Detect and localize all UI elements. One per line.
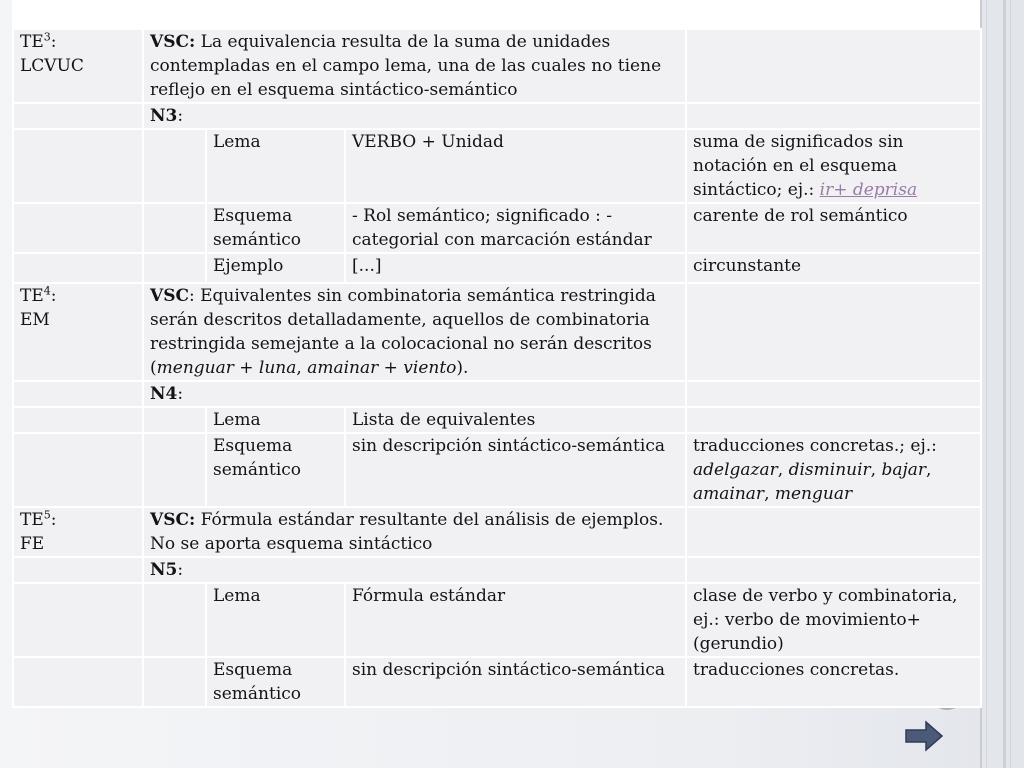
empty-cell: [13, 253, 143, 283]
table-row: [13, 583, 981, 657]
empty-cell: [13, 103, 143, 129]
level-cell: N3:: [143, 103, 686, 129]
frame-line: [1010, 0, 1011, 768]
type-cell: $TE^3$: LCVUC: [13, 29, 143, 103]
empty-cell: [13, 557, 143, 583]
arrow-right-icon: [904, 720, 944, 752]
empty-cell: [13, 583, 143, 657]
arrow-right-icon[interactable]: [904, 720, 944, 752]
empty-cell: [13, 433, 143, 507]
field-value: VERBO + Unidad: [345, 129, 686, 203]
empty-cell: [686, 283, 981, 381]
field-value: sin descripción sintáctico-semántica: [345, 433, 686, 507]
field-value: [...]: [345, 253, 686, 283]
table-row: [13, 433, 981, 507]
table-row: [13, 507, 981, 557]
field-note: traducciones concretas.: [686, 657, 981, 707]
field-label: Lema: [206, 407, 345, 433]
empty-cell: [686, 381, 981, 407]
field-value: Fórmula estándar: [345, 583, 686, 657]
type-cell: $TE^5$: FE: [13, 507, 143, 557]
type-cell: $TE^4$: EM: [13, 283, 143, 381]
field-label: Esquema semántico: [206, 433, 345, 507]
empty-cell: [143, 657, 206, 707]
field-note: suma de significados sin notación en el esquema sintáctico; ej.: ir+ deprisa: [686, 129, 981, 203]
empty-cell: [143, 583, 206, 657]
table-row: [13, 29, 981, 103]
empty-cell: [686, 557, 981, 583]
table-row: [13, 253, 981, 283]
field-value: Lista de equivalentes: [345, 407, 686, 433]
empty-cell: [143, 433, 206, 507]
empty-cell: [13, 657, 143, 707]
table-row: [13, 557, 981, 583]
table-row: [13, 103, 981, 129]
example-link[interactable]: ir+ deprisa: [819, 180, 918, 200]
field-label: Lema: [206, 129, 345, 203]
empty-cell: [143, 203, 206, 253]
frame-line: [1003, 0, 1006, 768]
field-note: carente de rol semántico: [686, 203, 981, 253]
level-cell: N4:: [143, 381, 686, 407]
empty-cell: [686, 507, 981, 557]
field-note: circunstante: [686, 253, 981, 283]
level-cell: N5:: [143, 557, 686, 583]
empty-cell: [143, 407, 206, 433]
empty-cell: [686, 103, 981, 129]
table-row: [13, 129, 981, 203]
table-row: [13, 283, 981, 381]
table-row: [13, 381, 981, 407]
field-note: traducciones concretas.; ej.: adelgazar, disminuir, bajar, amainar, menguar: [686, 433, 981, 507]
field-label: Lema: [206, 583, 345, 657]
field-label: Esquema semántico: [206, 203, 345, 253]
classification-table: [12, 28, 980, 704]
empty-cell: [13, 407, 143, 433]
slide-top-strip: [12, 0, 980, 28]
empty-cell: [13, 381, 143, 407]
table-row: [13, 407, 981, 433]
description-cell: VSC: Equivalentes sin combinatoria semántica restringida serán descritos detalladamente, aquellos de combinatoria restringida semejante a la colocacional no serán descritos (menguar + luna, amainar + viento).: [143, 283, 686, 381]
empty-cell: [13, 129, 143, 203]
table-row: [13, 657, 981, 707]
empty-cell: [13, 203, 143, 253]
field-note: clase de verbo y combinatoria, ej.: verbo de movimiento+ (gerundio): [686, 583, 981, 657]
empty-cell: [686, 407, 981, 433]
empty-cell: [686, 29, 981, 103]
field-label: Esquema semántico: [206, 657, 345, 707]
field-label: Ejemplo: [206, 253, 345, 283]
field-value: sin descripción sintáctico-semántica: [345, 657, 686, 707]
description-cell: VSC: La equivalencia resulta de la suma de unidades contempladas en el campo lema, una de las cuales no tiene reflejo en el esquema sintáctico-semántico: [143, 29, 686, 103]
empty-cell: [143, 129, 206, 203]
frame-line: [986, 0, 987, 768]
field-value: - Rol semántico; significado : - categorial con marcación estándar: [345, 203, 686, 253]
table-row: [13, 203, 981, 253]
description-cell: VSC: Fórmula estándar resultante del análisis de ejemplos. No se aporta esquema sintáctico: [143, 507, 686, 557]
empty-cell: [143, 253, 206, 283]
